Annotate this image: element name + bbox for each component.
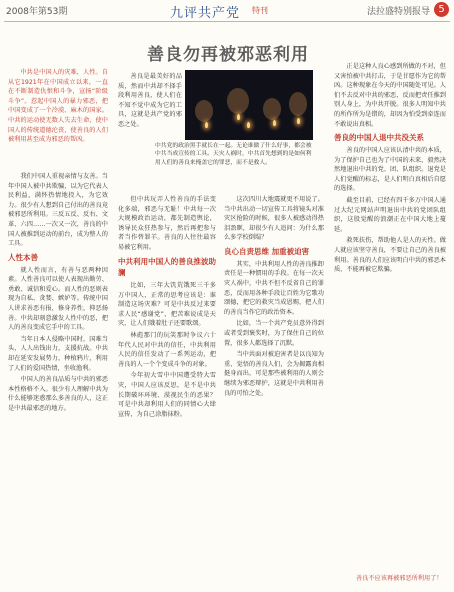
closing-line: 善良不应该再被邪恶所利用了！ bbox=[356, 575, 443, 582]
person-silhouette bbox=[289, 92, 307, 116]
brand-title: 九评共产党 bbox=[170, 6, 241, 21]
column-3 bbox=[224, 195, 324, 400]
candle-flame-icon bbox=[205, 122, 208, 128]
paragraph: 比如，三年大饥荒饿死三千多万中国人，正常的思考应该是：谁制造这场灾难？可是中共反过来要求人民“感谢党”，把苦难说成是天灾，让人们饿着肚子还要歌颂。 bbox=[118, 281, 216, 328]
paragraph: 救死扶伤，帮助他人是人的天性。做人就应该坚守善良，不要让自己的善良被利用。善良的人们应该明白中共的邪恶本质，不能再被它欺骗。 bbox=[334, 237, 446, 274]
paragraph: 当年日本人侵略中国时，国难当头，人人出钱出力，支援抗战。中共却在延安发展势力，种植鸦片，利用了人们的爱国热情，坐收渔利。 bbox=[8, 335, 108, 372]
paragraph: 这次四川大地震就更不用说了。当中共出动一切宣传工具将镜头对准灾区抢险的时候，很多人被感动得热泪盈眶，却很少有人追问：为什么那么多学校倒塌？ bbox=[224, 196, 324, 242]
paragraph: 林彪那门的玩笑那时争议六十年代人民对中共的信任，中共利用人民的信任发动了一系列运动，把善良的人一个个变成斗争的对象。 bbox=[118, 331, 216, 368]
intro-paragraph: 中共是中国人的灾难，人性。自从它1921年在中国成立以来，一直在不断制造仇恨和斗争，宣扬“阶级斗争”。惹起中国人的暴力邪恶，把中国变成了一个冷漠、麻木的国家。中共的运动使无数人失去生命，使中国人的传统道德沦丧，使善良的人们被利用甚至成为邪恶的帮凶。 bbox=[8, 69, 108, 144]
column-2-body bbox=[118, 195, 216, 421]
brand-subtitle: 特刊 bbox=[252, 6, 268, 15]
candlelight-vigil-photo bbox=[185, 70, 313, 140]
photo-caption: 中共党的政治黑手就长在一起。无论谁做了什么好事，都会被中共当成宣传的工具。天灾人祸时，中共首先想到的是如何利用人们的善良来掩盖它的罪恶，而不是救人。 bbox=[155, 143, 312, 166]
paragraph: 正是这种人良心感到所做的不对，但又害怕被中共打击，于是甘愿作为它的帮凶。这种现象在今天的中国随处可见。人们不去反对中共的邪恶，反而把责任推到别人身上，为中共开脱。很多人明知中共的所作所为是错的，却因为怕受到牵连而不敢说出真相。 bbox=[334, 63, 446, 128]
section-heading: 良心自责思维 加重被迫害 bbox=[224, 247, 310, 257]
section-heading: 人性本善 bbox=[8, 252, 38, 262]
paragraph: 比如，当一个共产党员意外得到或者受到褒奖时，为了保住自己的位置，很多人都选择了沉默。 bbox=[224, 320, 324, 347]
header-divider bbox=[4, 21, 450, 22]
candle-flame-icon bbox=[273, 120, 276, 126]
paragraph: 就人性而言，有善与恶两种因素。人性善良可以使人表现出勤劳、勇敢、诚信和爱心。而人性的恶则表现为自私、贪婪、嫉妒等。传统中国人讲求善恶有报，修身养性，抑恶扬善。中共却刻意激发人性中的恶，把人的善良变成它手中的工具。 bbox=[8, 266, 108, 332]
candle-flame-icon bbox=[247, 122, 250, 128]
column-2 bbox=[118, 72, 182, 132]
column-1 bbox=[8, 172, 108, 416]
paragraph: 中国人的善良品质与中共的邪恶本性格格不入。很少有人理解中共为什么能够迷惑那么多善良的人，这正是中共最邪恶的地方。 bbox=[8, 376, 108, 413]
paragraph: 善良是最美好的品质，然而中共却不择手段利用善良，使人们在不知不觉中成为它的工具，这就是共产党的邪恶之处。 bbox=[118, 73, 182, 129]
paragraph: 善良的中国人应该认清中共的本质，为了保护自己也为了中国的未来，毅然决然地退出中共的党、团、队组织。退党是人们觉醒的标志，是人们明白真相后自愿的选择。 bbox=[334, 146, 446, 193]
person-silhouette bbox=[263, 98, 281, 120]
paragraph: 其实，中共利用人性的善良推卸责任是一种惯用的手段。在每一次天灾人祸中，中共不但不反省自己的罪恶，反而用各种手段让百姓为它歌功颂德，把它的救灾当成恩赐，把人们的善良当作它的政治资本。 bbox=[224, 260, 324, 316]
paragraph: 我们中国人重视亲情与友善。当年中国人被中共欺骗，以为它代表人民利益，满怀热情地投入，为它效力。很少有人想到自己付出的善良竟被邪恶所利用。三反五反、反右、文革、六四……一次又一次，善良的中国人被推到运动的前台，成为整人的工具。 bbox=[8, 173, 108, 248]
paragraph: 当中共面对被迫害者是以良知为重、觉悟的善良人们，会为揭露真相挺身而出，可是那些被利用的人则会继续为邪恶辩护，这就是中共利用善良的可怕之处。 bbox=[224, 351, 324, 397]
candle-flame-icon bbox=[237, 114, 240, 120]
paragraph: 今年初大雪中中国遭受特大雪灾，中国人应该反思，是不是中共长期破坏环境、漠视民生的恶果？可是中共却利用人们的同情心大肆宣传，为自己涂脂抹粉。 bbox=[118, 372, 216, 418]
page-number-badge: 5 bbox=[434, 2, 449, 17]
paragraph: 截至目前，已经有四千多万中国人通过大纪元网站声明退出中共的党团队组织，这股觉醒的浪潮正在中国大地上蔓延。 bbox=[334, 196, 446, 233]
person-silhouette bbox=[195, 100, 213, 122]
candle-flame-icon bbox=[297, 118, 300, 124]
column-4 bbox=[334, 62, 446, 277]
edition-label: 法拉盛特别报导 bbox=[366, 7, 430, 17]
issue-number: 2008年第53期 bbox=[6, 7, 68, 17]
section-heading: 善良的中国人退中共没关系 bbox=[334, 133, 424, 143]
intro-column bbox=[8, 68, 108, 147]
paragraph: 但中共玩弄人性善良的手法变化多端，邪恶与无耻！中共每一次大规模政治运动，都先制造舆论，诱导民众狂热参与，然后再把参与者当作替罪羊。善良的人往往最容易被它利用。 bbox=[118, 196, 216, 252]
section-heading: 中共利用中国人的善良推波助澜 bbox=[118, 256, 216, 278]
article-title: 善良勿再被邪恶利用 bbox=[147, 45, 309, 65]
person-silhouette bbox=[227, 88, 249, 114]
